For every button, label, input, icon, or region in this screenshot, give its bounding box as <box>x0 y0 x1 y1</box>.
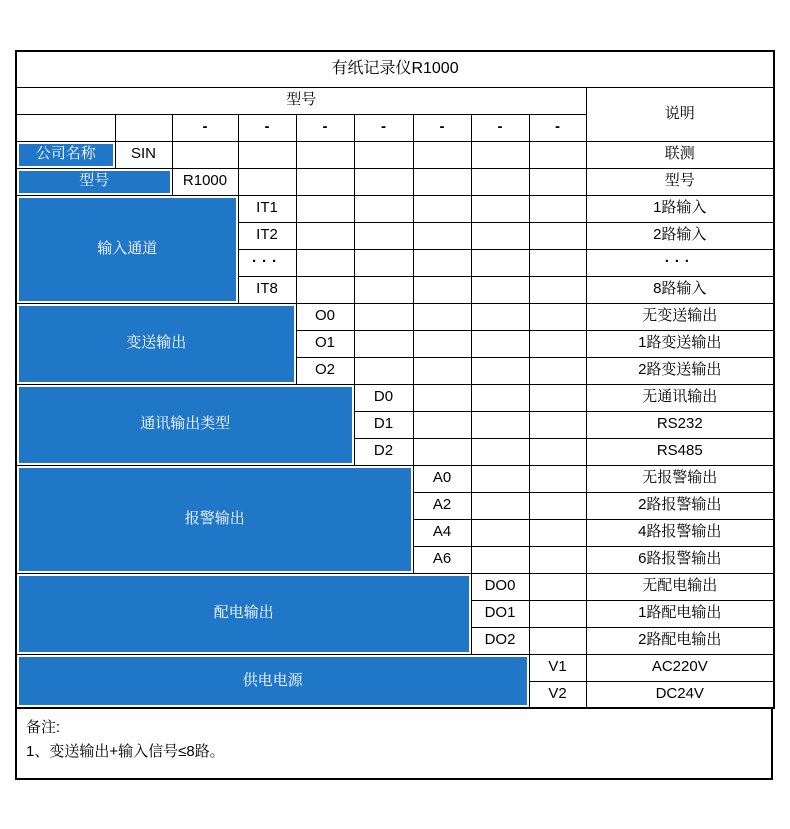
description-cell: 1路变送输出 <box>586 330 774 357</box>
empty-cell <box>471 411 529 438</box>
empty-cell <box>529 195 586 222</box>
description-cell: 无报警输出 <box>586 465 774 492</box>
empty-cell <box>529 276 586 303</box>
notes-item: 1、变送输出+输入信号≤8路。 <box>26 743 225 760</box>
description-cell: 2路报警输出 <box>586 492 774 519</box>
table-row <box>16 654 774 681</box>
table-row <box>16 141 774 168</box>
code-cell: O0 <box>296 303 354 330</box>
description-cell: DC24V <box>586 681 774 708</box>
description-cell: 无配电输出 <box>586 573 774 600</box>
section-label-input-channels: 输入通道 <box>16 195 238 303</box>
code-cell: A0 <box>413 465 471 492</box>
table-row <box>16 195 774 222</box>
empty-cell <box>471 276 529 303</box>
empty-cell <box>471 519 529 546</box>
empty-cell <box>413 222 471 249</box>
code-cell: D0 <box>354 384 413 411</box>
description-cell: 无通讯输出 <box>586 384 774 411</box>
code-cell: DO0 <box>471 573 529 600</box>
empty-cell <box>529 141 586 168</box>
empty-cell <box>529 573 586 600</box>
notes-heading: 备注: <box>26 719 61 736</box>
description-header-cell: 说明 <box>586 87 774 141</box>
dash-cell: - <box>471 114 529 141</box>
empty-cell <box>413 276 471 303</box>
empty-cell <box>471 195 529 222</box>
code-cell: SIN <box>115 141 172 168</box>
empty-cell <box>529 492 586 519</box>
description-cell: 无变送输出 <box>586 303 774 330</box>
empty-cell <box>354 222 413 249</box>
empty-cell <box>471 141 529 168</box>
model-header-row <box>16 87 774 114</box>
description-cell: RS485 <box>586 438 774 465</box>
dash-cell: - <box>238 114 296 141</box>
empty-cell <box>354 168 413 195</box>
code-cell: A6 <box>413 546 471 573</box>
description-cell: 1路输入 <box>586 195 774 222</box>
empty-cell <box>529 303 586 330</box>
empty-cell <box>413 411 471 438</box>
description-cell: 2路输入 <box>586 222 774 249</box>
dash-cell: - <box>296 114 354 141</box>
description-cell: RS232 <box>586 411 774 438</box>
spec-sheet <box>15 50 773 780</box>
empty-cell <box>471 303 529 330</box>
code-cell: DO1 <box>471 600 529 627</box>
empty-cell <box>471 168 529 195</box>
empty-cell <box>471 249 529 276</box>
empty-cell <box>471 492 529 519</box>
section-label-power-supply: 供电电源 <box>16 654 529 708</box>
empty-cell <box>529 627 586 654</box>
empty-cell <box>471 357 529 384</box>
description-cell: 2路配电输出 <box>586 627 774 654</box>
empty-cell <box>471 384 529 411</box>
code-cell: V1 <box>529 654 586 681</box>
description-cell: 型号 <box>586 168 774 195</box>
table-row <box>16 573 774 600</box>
code-cell: ··· <box>238 249 296 276</box>
table-row <box>16 168 774 195</box>
empty-cell <box>529 600 586 627</box>
code-cell: D1 <box>354 411 413 438</box>
empty-cell <box>413 384 471 411</box>
code-cell: D2 <box>354 438 413 465</box>
empty-cell <box>471 465 529 492</box>
description-cell: ··· <box>586 249 774 276</box>
empty-cell <box>296 222 354 249</box>
empty-cell <box>296 168 354 195</box>
empty-cell <box>529 357 586 384</box>
empty-cell <box>413 249 471 276</box>
page-title: 有纸记录仪R1000 <box>16 51 774 87</box>
title-row <box>16 51 774 87</box>
code-cell: O1 <box>296 330 354 357</box>
description-cell: 1路配电输出 <box>586 600 774 627</box>
empty-cell <box>16 114 115 141</box>
section-label-alarm-output: 报警输出 <box>16 465 413 573</box>
code-cell: IT2 <box>238 222 296 249</box>
description-cell: 6路报警输出 <box>586 546 774 573</box>
empty-cell <box>529 222 586 249</box>
code-cell: O2 <box>296 357 354 384</box>
empty-cell <box>471 546 529 573</box>
section-label-comm-output-type: 通讯输出类型 <box>16 384 354 465</box>
empty-cell <box>413 438 471 465</box>
empty-cell <box>413 330 471 357</box>
code-cell: A4 <box>413 519 471 546</box>
empty-cell <box>529 438 586 465</box>
empty-cell <box>354 276 413 303</box>
table-row <box>16 465 774 492</box>
empty-cell <box>354 195 413 222</box>
code-cell: IT8 <box>238 276 296 303</box>
empty-cell <box>296 141 354 168</box>
model-header-cell: 型号 <box>16 87 586 114</box>
empty-cell <box>471 222 529 249</box>
description-cell: AC220V <box>586 654 774 681</box>
empty-cell <box>529 384 586 411</box>
code-cell: R1000 <box>172 168 238 195</box>
empty-cell <box>529 411 586 438</box>
dash-cell: - <box>172 114 238 141</box>
notes-box <box>15 709 773 780</box>
dash-cell: - <box>413 114 471 141</box>
empty-cell <box>115 114 172 141</box>
table-row <box>16 303 774 330</box>
empty-cell <box>296 195 354 222</box>
section-label-company-name: 公司名称 <box>16 141 115 168</box>
empty-cell <box>354 330 413 357</box>
empty-cell <box>529 168 586 195</box>
empty-cell <box>529 249 586 276</box>
empty-cell <box>413 195 471 222</box>
empty-cell <box>238 168 296 195</box>
empty-cell <box>413 168 471 195</box>
empty-cell <box>471 330 529 357</box>
code-cell: V2 <box>529 681 586 708</box>
empty-cell <box>238 141 296 168</box>
table-row <box>16 384 774 411</box>
section-label-transmit-output: 变送输出 <box>16 303 296 384</box>
empty-cell <box>529 465 586 492</box>
dash-cell: - <box>529 114 586 141</box>
empty-cell <box>471 438 529 465</box>
section-label-model: 型号 <box>16 168 172 195</box>
description-cell: 4路报警输出 <box>586 519 774 546</box>
empty-cell <box>529 546 586 573</box>
section-label-distribution-output: 配电输出 <box>16 573 471 654</box>
empty-cell <box>354 357 413 384</box>
empty-cell <box>413 357 471 384</box>
description-cell: 联测 <box>586 141 774 168</box>
dash-cell: - <box>354 114 413 141</box>
empty-cell <box>296 249 354 276</box>
empty-cell <box>172 141 238 168</box>
empty-cell <box>413 303 471 330</box>
description-cell: 2路变送输出 <box>586 357 774 384</box>
empty-cell <box>354 303 413 330</box>
code-cell: DO2 <box>471 627 529 654</box>
description-cell: 8路输入 <box>586 276 774 303</box>
code-cell: A2 <box>413 492 471 519</box>
empty-cell <box>354 141 413 168</box>
empty-cell <box>529 519 586 546</box>
spec-table <box>15 50 775 709</box>
empty-cell <box>354 249 413 276</box>
empty-cell <box>296 276 354 303</box>
empty-cell <box>529 330 586 357</box>
empty-cell <box>413 141 471 168</box>
code-cell: IT1 <box>238 195 296 222</box>
